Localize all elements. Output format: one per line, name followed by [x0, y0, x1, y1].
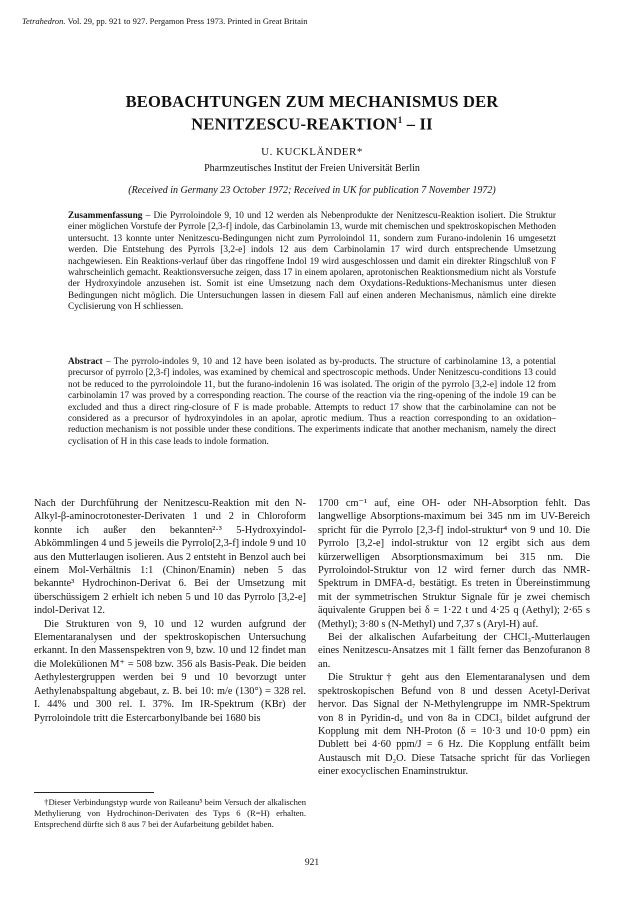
abstract-label: Abstract [68, 357, 103, 367]
page-number: 921 [304, 858, 320, 868]
article-title [40, 92, 584, 134]
running-header [22, 16, 602, 26]
title-line-1: BEOBACHTUNGEN ZUM MECHANISMUS DER [125, 92, 499, 111]
paragraph: Bei der alkalischen Aufarbeitung der CHCl₃-Mutterlaugen eines Nenitzescu-Ansatzes mit 1 fällt ferner das Benzofuranon 8 an. [318, 632, 590, 670]
author: U. KUCKLÄNDER* [261, 146, 363, 158]
paragraph: 1700 cm⁻¹ auf, eine OH- oder NH-Absorption fehlt. Das langwellige Absorptions-maximum bei 345 nm im UV-Bereich spricht für die Pyrrolo [2,3-f] indol-struktur⁴ von 9 und 10. Die Pyrrolo [3,2-e] indol-struktur von 12 ergibt sich aus dem kürzerwelligen Absorptionsmaximum bei 315 nm. Die Pyrroloindol-Struktur von 12 wird ferner durch das NMR-Spektrum in DMFA-d₇ bestätigt. Es treten in Übereinstimmung mit der symmetrischen Struktur Signale für je zwei chemisch äquivalente Gruppen bei δ = 1·22 t und 4·25 q (Aethyl); 2·65 s (Methyl); 3·80 s (N-Methyl) und 7,37 s (Aryl-H) auf. [318, 498, 590, 630]
title-footnote-mark: 1 [397, 115, 403, 125]
footnote: †Dieser Verbindungstyp wurde von Raileanu⁵ beim Versuch der alkalischen Methylierung von Hydrochinon-Derivaten des Typs 6 (R=H) erhalten. Entsprechend dürfte sich 8 aus 7 bei der Aufarbeitung gebildet haben. [34, 797, 306, 829]
title-part: – II [402, 114, 433, 134]
title-line-2 [40, 111, 584, 134]
affiliation: Pharmzeutisches Institut der Freien Universität Berlin [204, 163, 420, 174]
zusammenfassung-label: Zusammenfassung [68, 211, 143, 221]
abstract-text: – The pyrrolo-indoles 9, 10 and 12 have been isolated as by-products. The structure of carbinolamine 13, a potential precursor of pyrrolo [2,3-f] indoles, was examined by chemical and spectroscopic methods. Under Nenitzescu-conditions 13 could not be reduced to the pyrroloindole 11, but the furano-indolenin 16 was isolated. The origin of the pyrrolo [3,2-e] indole 12 from carbinolamin 17 was proved by a corresponding reaction. The course of the reaction via the ring-opening of the indole 19 can be excluded and thus a direct ring-closure of F is made probable. Attempts to reduct 17 show that the carbinolamine can not be considered as a precursor of hydroxyindoles in an apolar, aprotic medium. Thus a reaction corresponding to an oxidation–reduction mechanism is not possible under these conditions. The experiments indicate that another mechanism, namely the direct cyclisation of H in this case leads to indole formation. [68, 357, 556, 447]
paragraph: Nach der Durchführung der Nenitzescu-Reaktion mit den N-Alkyl-β-aminocrotonester-Derivaten 1 und 2 in Chloroform konnte ich außer den bekannten²·³ 5-Hydroxyindol-Abkömmlingen 4 und 5 jeweils die Pyrrolo[2,3-f] indole 9 und 10 aus den Mutterlaugen isolieren. Aus 2 entsteht in Benzol auch bei einem Mol-Verhältnis 1:1 (Chinon/Enamin) neben 5 das bekannte³ Hydrochinon-Derivat 6. Bei der Umsetzung mit überschüssigem 2 erhielt ich neben 5 und 10 das Pyrrolo [3,2-e] indol-Derivat 12. [34, 498, 306, 617]
journal-name: Tetrahedron. [22, 16, 66, 26]
abstract [68, 357, 556, 448]
received-dates: (Received in Germany 23 October 1972; Received in UK for publication 7 November 1972) [128, 185, 496, 196]
right-column [318, 497, 590, 779]
zusammenfassung [68, 211, 556, 314]
zusammenfassung-text: – Die Pyrroloindole 9, 10 und 12 werden als Nebenprodukte der Nenitzescu-Reaktion isoliert. Die Struktur einer möglichen Vorstufe der Pyrrole [2,3-f] indole, das Carbinolamin 13, wurde mit chemischen und spektroskopischen Methoden untersucht. 13 konnte unter Nenitzescu-Bedingungen nicht zum Pyrroloindol 11, sondern zum Furano-indolenin 16 umgesetzt werden. Die Entstehung des Pyrrols [3,2-e] indols 12 aus dem Carbinolamin 17 wird durch entsprechende Umsetzung nachgewiesen. Ein Reaktions-verlauf über das ringoffene Indol 19 wird ausgeschlossen und damit ein direkter Ringschluß von F wahrscheinlich gemacht. Reaktionsversuche zeigen, dass 17 in einem apolaren, aprotonischen Reaktionsmedium nicht als Vorstufe der Hydroxyindole anzusehen ist. Somit ist eine Umsetzung nach dem Oxydations-Reduktions-Mechanismus unter diesen Bedingungen nicht möglich. Die Untersuchungen lassen in diesem Fall auf einen anderen Mechanismus, nämlich eine direkte Cyclisierung von H schliessen. [68, 211, 556, 313]
paragraph: Die Struktur† geht aus den Elementaranalysen und dem spektroskopischen Befund von 8 und dessen Acetyl-Derivat hervor. Das Signal der N-Methylengruppe im NMR-Spektrum von 8 in Pyridin-d₅ und von 8a in CDCl₃ bildet aufgrund der Kopplung mit dem NH-Proton (δ = 10·3 und 10·0 ppm) ein Dublett bei 4·60 ppm/J = 6 Hz. Die Kopplung entfällt beim Austausch mit D₂O. Diese Tatsache spricht für das Vorliegen einer exocyclischen Enaminstruktur. [318, 672, 590, 778]
paragraph: Die Strukturen von 9, 10 und 12 wurden aufgrund der Elementaranalysen und der spektroskopischen Untersuchung erkannt. In den Massenspektren von 9, bzw. 10 und 12 findet man die Molekülionen M⁺ = 508 bzw. 356 als Basis-Peak. Die beiden Aethylestergruppen werden bei 9 und 10 bevorzugt unter Aethylenabspaltung abgebaut, z. B. bei 10: m/e (130°) = 328 rel. I. 44% und 300 rel. I. 37%. Im IR-Spektrum (KBr) der Pyrroloindole tritt die Estercarbonylbande bei 1680 bis [34, 618, 306, 724]
footnote-divider [34, 792, 154, 793]
citation-info: Vol. 29, pp. 921 to 927. Pergamon Press 1973. Printed in Great Britain [67, 16, 308, 26]
left-column [34, 497, 306, 725]
title-main: NENITZESCU-REAKTION [191, 114, 398, 134]
